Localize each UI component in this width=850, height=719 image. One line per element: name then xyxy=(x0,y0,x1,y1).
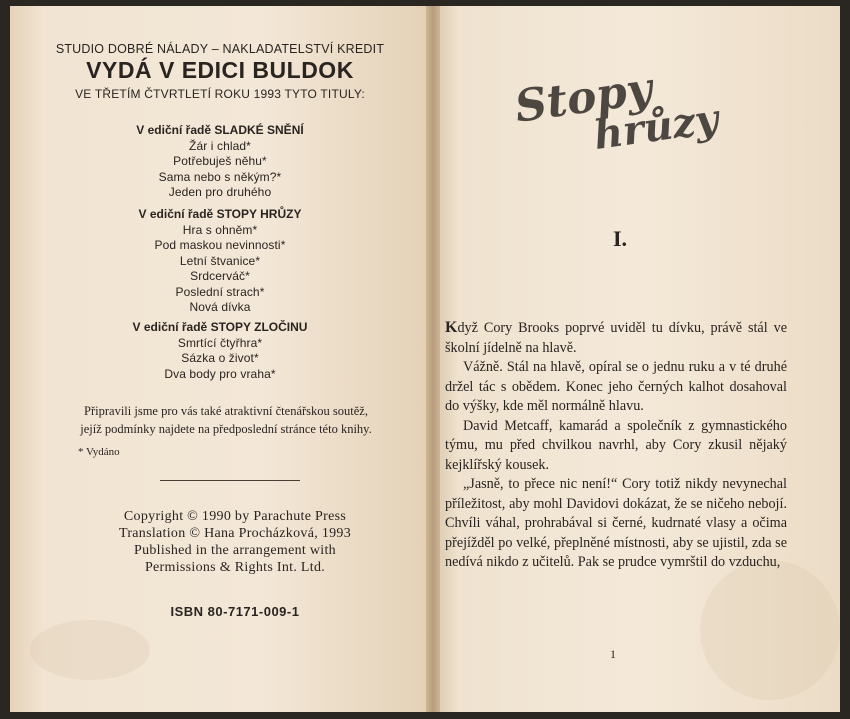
copyright-line: Permissions & Rights Int. Ltd. xyxy=(144,560,326,575)
contest-line: Připravili jsme pro vás také atraktivní čtenářskou soutěž, xyxy=(84,404,368,418)
paragraph: David Metcaff, kamarád a společník z gymnastického týmu, mu před chvilkou navrhl, aby Cory zkusil nějaký kejklířský kousek. xyxy=(445,417,787,473)
series-item: Srdcerváč* xyxy=(190,269,250,284)
copyright-line: Published in the arrangement with xyxy=(134,543,336,558)
chapter-number: I. xyxy=(612,226,628,251)
series-lead: V ediční řadě xyxy=(138,207,214,221)
paragraph: Vážně. Stál na hlavě, opíral se o jednu ruku a v té druhé držel tác s obědem. Konec jeho černých kalhot dosahoval do výšky, kde měl normálně hlavu. xyxy=(445,359,787,414)
series-item: Letní štvanice* xyxy=(179,253,261,268)
series-block-sladke-sneni xyxy=(60,123,380,201)
series-item: Smrtící čtyřhra* xyxy=(177,336,263,350)
series-block-stopy-zlocinu xyxy=(60,320,380,382)
series-item: Sama nebo s někým?* xyxy=(158,169,282,184)
series-item: Žár i chlad* xyxy=(189,139,251,153)
series-item: Pod maskou nevinnosti* xyxy=(154,238,286,253)
series-item: Dva body pro vraha* xyxy=(164,366,276,381)
book-gutter xyxy=(426,6,440,712)
footnote: * Vydáno xyxy=(78,446,120,458)
series-item: Poslední strach* xyxy=(175,284,265,299)
series-item: Potřebuješ něhu* xyxy=(173,154,267,169)
drop-cap: K xyxy=(445,319,458,336)
copyright-block xyxy=(70,508,400,576)
paragraph xyxy=(445,318,787,358)
copyright-line: Translation © Hana Procházková, 1993 xyxy=(118,526,352,541)
contest-line: jejíž podmínky najdete na předposlední stránce této knihy. xyxy=(80,422,372,436)
copyright-line: Copyright © 1990 by Parachute Press xyxy=(123,509,347,524)
series-lead: V ediční řadě xyxy=(132,320,208,334)
series-title xyxy=(60,207,380,221)
series-name: STOPY ZLOČINU xyxy=(210,320,308,334)
isbn: ISBN 80-7171-009-1 xyxy=(170,604,300,619)
series-item: Nová dívka xyxy=(189,300,251,315)
series-logo xyxy=(510,58,750,160)
series-block-stopy-hruzy xyxy=(60,207,380,315)
divider-rule xyxy=(160,480,300,481)
series-item: Sázka o život* xyxy=(181,351,259,366)
series-logo-graphic xyxy=(510,58,750,160)
series-lead: V ediční řadě xyxy=(136,123,211,137)
edition-heading: VYDÁ V EDICI BULDOK xyxy=(86,57,354,83)
chapter-text xyxy=(445,318,787,573)
series-title xyxy=(60,320,380,334)
series-name: SLADKÉ SNĚNÍ xyxy=(214,123,304,137)
edition-subheading: VE TŘETÍM ČTVRTLETÍ ROKU 1993 TYTO TITULY: xyxy=(75,87,365,101)
series-item: Hra s ohněm* xyxy=(182,223,258,237)
page-number: 1 xyxy=(610,647,616,661)
series-item: Jeden pro druhého xyxy=(168,185,272,200)
series-title xyxy=(60,123,380,137)
contest-notice xyxy=(52,402,400,438)
series-name: STOPY HRŮZY xyxy=(216,207,302,221)
publisher-line: STUDIO DOBRÉ NÁLADY – NAKLADATELSTVÍ KREDIT xyxy=(55,42,385,56)
paragraph-text: dyž Cory Brooks poprvé uviděl tu dívku, právě stál ve školní jídelně na hlavě. xyxy=(445,320,787,356)
paragraph: „Jasně, to přece nic není!“ Cory totiž nikdy nevynechal příležitost, aby mohl Davidovi dokázat, že se ničeho nebojí. Chvíli váhal, prohrabával si černé, kudrnaté vlasy a očima přejížděl po velké, přeplněné místnosti, aby se ujistil, zda se nedívá nikdo z učitelů. Pak se prudce vymrštil do vzduchu, xyxy=(445,476,787,570)
logo-line-1: Stopy xyxy=(511,63,656,133)
logo-line-2: hrůzy xyxy=(590,95,722,160)
